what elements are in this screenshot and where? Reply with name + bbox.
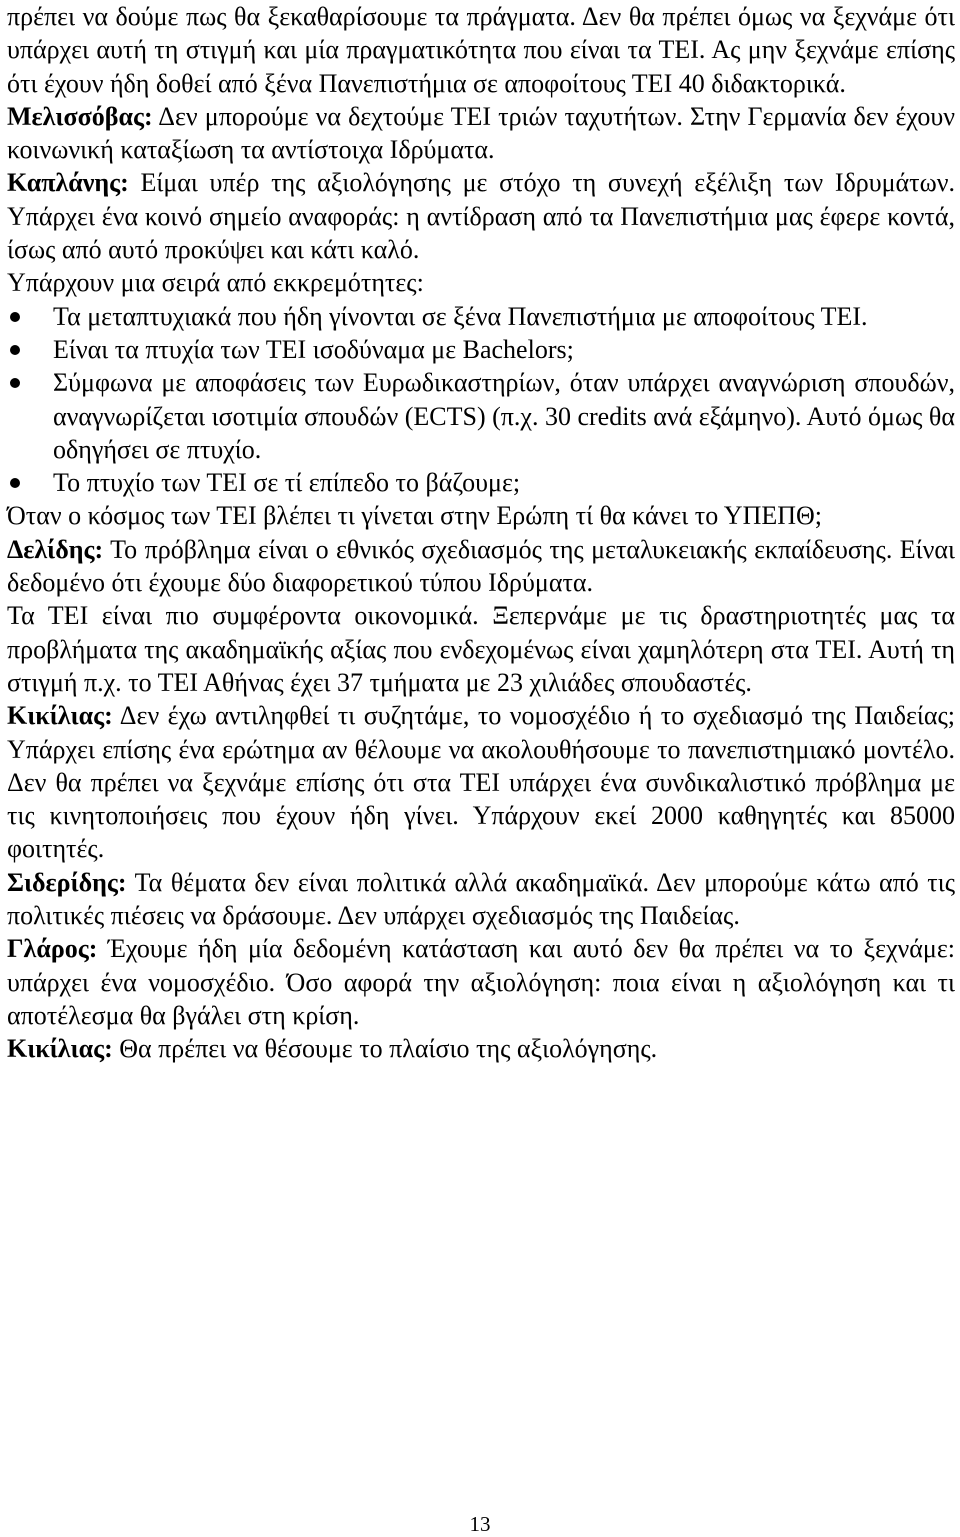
paragraph [7,699,955,865]
speaker-name: Κικίλιας: [7,701,113,731]
paragraph [7,499,955,532]
paragraphs-before [7,0,955,300]
bullet-dot-icon [10,478,20,488]
paragraph [7,100,955,167]
paragraph [7,533,955,600]
bullet-item [7,333,955,366]
paragraph-text: Είμαι υπέρ της αξιολόγησης με στόχο τη συνεχή εξέλιξη των Ιδρυμάτων. Υπάρχει ένα κοινό σημείο αναφοράς: η αντίδραση από τα Πανεπιστήμια μας έφερε κοντά, ίσως από αυτό προκύψει και κάτι καλό. [7,168,955,265]
paragraph-text: Τα θέματα δεν είναι πολιτικά αλλά ακαδημαϊκά. Δεν μπορούμε κάτω από τις πολιτικές πιέσεις να δράσουμε. Δεν υπάρχει σχεδιασμός της Παιδείας. [7,867,955,931]
paragraph-text: Δεν μπορούμε να δεχτούμε ΤΕΙ τριών ταχυτήτων. Στην Γερμανία δεν έχουν κοινωνική καταξίωση τα αντίστοιχα Ιδρύματα. [7,101,955,165]
speaker-name: Καπλάνης: [7,168,129,198]
paragraph-text: Υπάρχουν μια σειρά από εκκρεμότητες: [7,268,424,298]
paragraph-text: Τα ΤΕΙ είναι πιο συμφέροντα οικονομικά. Ξεπερνάμε με τις δραστηριοτητές μας τα προβλήματα της ακαδημαϊκής αξίας που ενδεχομένως είναι χαμηλότερη στα ΤΕΙ. Αυτή τη στιγμή π.χ. το ΤΕΙ Αθήνας έχει 37 τμήματα με 23 χιλιάδες σπουδαστές. [7,601,955,697]
bullet-dot-icon [10,312,20,322]
bullet-text: Είναι τα πτυχία των ΤΕΙ ισοδύναμα με Bachelors; [53,334,574,364]
bullet-text: Τα μεταπτυχιακά που ήδη γίνονται σε ξένα Πανεπιστήμια με αποφοίτους ΤΕΙ. [53,301,868,331]
bullet-item [7,366,955,466]
paragraph [7,1032,955,1065]
paragraph-text: πρέπει να δούμε πως θα ξεκαθαρίσουμε τα πράγματα. Δεν θα πρέπει όμως να ξεχνάμε ότι υπάρχει αυτή τη στιγμή και μία πραγματικότητα που είναι τα ΤΕΙ. Ας μην ξεχνάμε επίσης ότι έχουν ήδη δοθεί από ξένα Πανεπιστήμια σε αποφοίτους ΤΕΙ 40 διδακτορικά. [7,2,955,98]
paragraph-text: Δεν έχω αντιληφθεί τι συζητάμε, το νομοσχέδιο ή το σχεδιασμό της Παιδείας; Υπάρχει επίσης ένα ερώτημα αν θέλουμε να ακολουθήσουμε το πανεπιστημιακό μοντέλο. Δεν θα πρέπει να ξεχνάμε επίσης ότι στα ΤΕΙ υπάρχει ένα συνδικαλιστικό πρόβλημα με τις κινητοποιήσεις που έχουν ήδη γίνει. Υπάρχουν εκεί 2000 καθηγητές και 85000 φοιτητές. [7,701,955,864]
bullet-text: Σύμφωνα με αποφάσεις των Ευρωδικαστηρίων, όταν υπάρχει αναγνώριση σπουδών, αναγνωρίζεται ισοτιμία σπουδών (ECTS) (π.χ. 30 credits ανά εξάμηνο). Αυτό όμως θα οδηγήσει σε πτυχίο. [53,368,955,464]
bullet-item [7,466,955,499]
speaker-name: Δελίδης: [7,534,104,564]
bullet-list [7,300,955,500]
paragraph [7,866,955,933]
paragraph [7,932,955,1032]
speaker-name: Κικίλιας: [7,1034,113,1064]
paragraph-text: Θα πρέπει να θέσουμε το πλαίσιο της αξιολόγησης. [112,1034,658,1064]
speaker-name: Σιδερίδης: [7,867,127,897]
paragraph [7,266,955,299]
paragraph-text: Έχουμε ήδη μία δεδομένη κατάσταση και αυτό δεν θα πρέπει να το ξεχνάμε: υπάρχει ένα νομοσχέδιο. Όσο αφορά την αξιολόγηση: ποια είναι η αξιολόγηση και τι αποτέλεσμα θα βγάλει στη κρίση. [7,934,955,1030]
speaker-name: Μελισσόβας: [7,101,153,131]
bullet-item [7,300,955,333]
paragraph [7,166,955,266]
page-number: 13 [469,1512,491,1536]
paragraph-text: Το πρόβλημα είναι ο εθνικός σχεδιασμός της μεταλυκειακής εκπαίδευσης. Είναι δεδομένο ότι έχουμε δύο διαφορετικού τύπου Ιδρύματα. [7,534,955,598]
paragraph-text: Όταν ο κόσμος των ΤΕΙ βλέπει τι γίνεται στην Ερώπη τί θα κάνει το ΥΠΕΠΘ; [7,501,823,531]
bullet-dot-icon [10,378,20,388]
document-body [7,0,955,1066]
bullet-text: Το πτυχίο των ΤΕΙ σε τί επίπεδο το βάζουμε; [53,468,521,498]
paragraphs-after [7,499,955,1065]
speaker-name: Γλάρος: [7,934,98,964]
paragraph [7,0,955,100]
bullet-dot-icon [10,345,20,355]
paragraph [7,599,955,699]
